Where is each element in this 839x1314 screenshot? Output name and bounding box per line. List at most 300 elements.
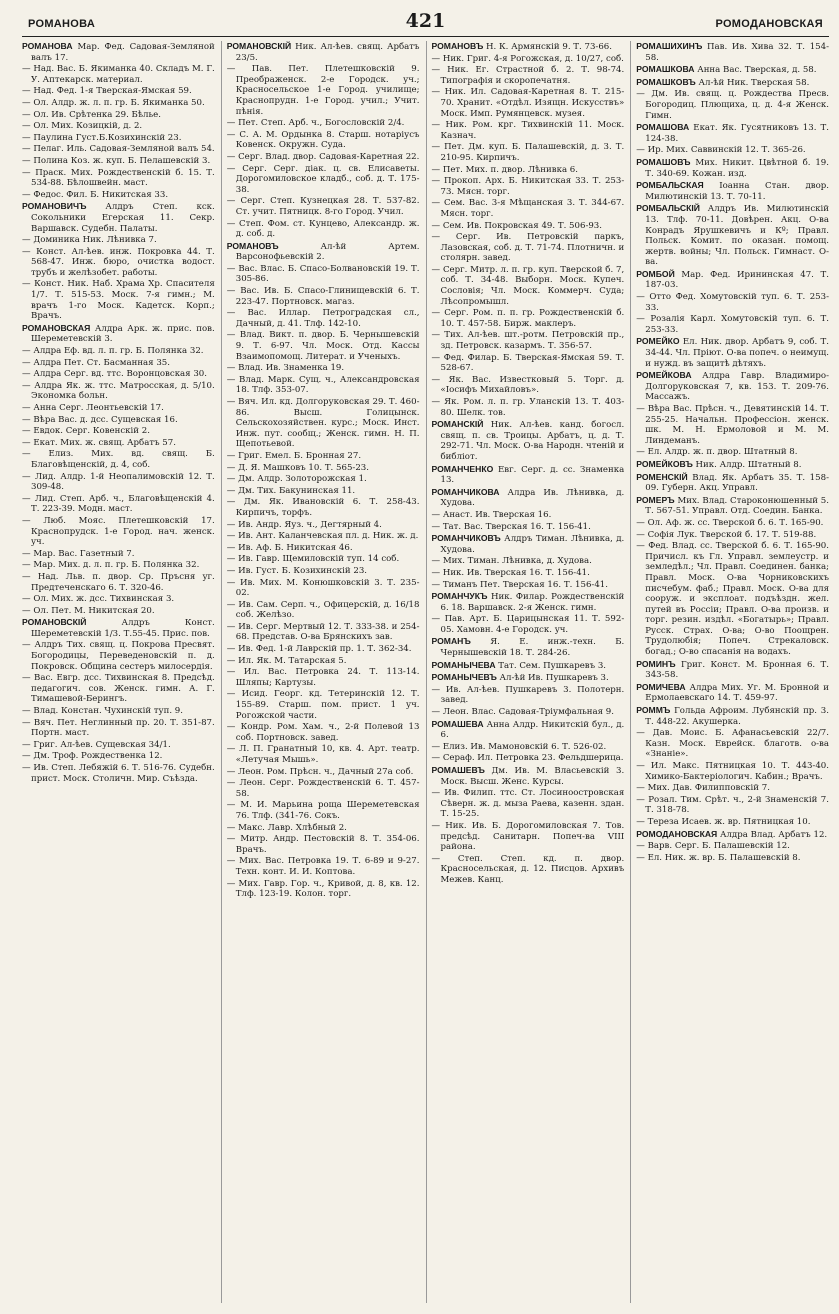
directory-entry xyxy=(432,419,625,462)
directory-entry xyxy=(22,64,215,85)
directory-entry xyxy=(227,566,420,577)
directory-entry xyxy=(432,742,625,753)
directory-entry xyxy=(227,834,420,855)
entry-text: — Степ. Степ. кд. п. двор. Красносельская, д. 12. Писцов. Архивъ Межев. Канц. xyxy=(431,853,625,885)
directory-entry xyxy=(22,572,215,593)
directory-entry xyxy=(432,375,625,396)
entry-text: Пав. Ив. Хива 32. Т. 154-58. xyxy=(645,42,829,63)
entry-surname: РОМАНЧИКОВЪ xyxy=(431,533,501,544)
entry-text: — Ник. Ив. Б. Дорогомиловская 7. Тов. предсѣд. Санитарн. Попеч-ва VIII района. xyxy=(431,820,625,853)
entry-text: — Пав. Пет. Плетешковскій 9. Преображенск. 2-е Городск. уч.; Красносельское 1-е Город. училище; Краснопрудн. 1-е Город. учил.; Учит. пѣнія. xyxy=(226,64,420,117)
entry-text: — Кондр. Ром. Хам. ч., 2-й Полевой 13 соб. Портновск. завед. xyxy=(226,722,420,743)
entry-text: — Исид. Георг. кд. Тетеринскій 12. Т. 155-89. Старш. пом. прист. 1 уч. Рогожской части. xyxy=(226,689,420,721)
directory-entry xyxy=(432,464,625,486)
directory-entry xyxy=(432,765,625,787)
entry-text: Алдра Арк. ж. прис. пов. Шереметевскій 3. xyxy=(31,323,215,345)
entry-text: — Вас. Иллар. Петроградская сл., Дачный, д. 41. Тлф. 142-10. xyxy=(226,308,420,329)
entry-text: — Григ. Емел. Б. Бронная 27. xyxy=(226,450,362,461)
directory-entry xyxy=(22,472,215,493)
entry-text: Ник. Ал-ѣев. канд. богосл. свящ. п. св. Троицы. Арбатъ, ц. д. Т. 292-71. Чл. Моск. О-ва Народн. чтеній и библіот. xyxy=(440,420,625,462)
directory-entry xyxy=(432,221,625,232)
directory-entry xyxy=(22,346,215,357)
directory-entry xyxy=(227,308,420,329)
entry-text: Влад. Як. Арбатъ 35. Т. 158-09. Губерн. Акц. Управл. xyxy=(645,472,829,494)
entry-text: — Митр. Андр. Пестовскій 8. Т. 354-06. Врачъ. xyxy=(226,834,420,855)
entry-text: Евг. Серг. д. сс. Знаменка 13. xyxy=(440,464,625,486)
entry-text: Алдра Мих. Уг. М. Бронной и Ермолаевскаго 14. Т. 459-97. xyxy=(645,682,829,704)
directory-entry xyxy=(22,98,215,109)
directory-entry xyxy=(636,292,829,313)
entry-text: — Ив. Гавр. Щемиловскій туп. 14 соб. xyxy=(226,554,400,565)
entry-text: — Мих. Тиман. Лѣнивка, д. Худова. xyxy=(431,556,592,567)
entry-text: Алдръ Конст. Шереметевскій 1/3. Т.55-45. Прис. пов. xyxy=(31,618,215,639)
directory-entry xyxy=(227,644,420,655)
column-1 xyxy=(22,41,215,1303)
directory-entry xyxy=(227,118,420,129)
directory-entry xyxy=(432,672,625,684)
entry-surname: РОММЪ xyxy=(636,705,671,716)
directory-entry xyxy=(432,533,625,555)
entry-text: — С. А. М. Ордынка 8. Старш. нотаріусъ Ковенск. Окружн. Суда. xyxy=(226,129,420,151)
directory-entry xyxy=(227,656,420,667)
directory-entry xyxy=(227,600,420,621)
entry-text: — Ол. Ив. Срѣтенка 29. Бѣлье. xyxy=(22,109,161,120)
directory-entry xyxy=(432,821,625,853)
directory-entry xyxy=(22,426,215,437)
entry-text: — Ол. Алдр. ж. л. п. гр. Б. Якиманка 50. xyxy=(22,97,205,108)
directory-entry xyxy=(227,497,420,518)
entry-text: — Тиманъ Пет. Тверская 16. Т. 156-41. xyxy=(431,579,609,590)
directory-entry xyxy=(636,459,829,471)
directory-entry xyxy=(636,659,829,681)
directory-entry xyxy=(22,86,215,97)
entry-text: — Ив. Фед. 1-й Лаврскій пр. 1. Т. 362-34. xyxy=(226,644,412,655)
entry-surname: РОМАНЧИКОВА xyxy=(431,486,500,497)
entry-surname: РОМАШОВЪ xyxy=(636,156,691,167)
entry-surname: РОМБАЛЬСКІЙ xyxy=(636,203,700,214)
directory-entry xyxy=(22,673,215,705)
entry-surname: РОМАНОВЪ xyxy=(226,240,279,251)
directory-entry xyxy=(636,829,829,841)
entry-text: Алдръ Тиман. Лѣнивка, д. Худова. xyxy=(440,534,625,555)
directory-entry xyxy=(22,144,215,155)
directory-entry xyxy=(227,722,420,743)
entry-text: — Л. П. Гранатный 10, кв. 4. Арт. театр. «Летучая Мышь». xyxy=(226,744,420,765)
directory-entry xyxy=(22,516,215,548)
entry-text: Алдра Ив. Лѣнивка, д. Худова. xyxy=(440,487,625,509)
entry-text: — Анна Серг. Леонтьевскій 17. xyxy=(22,403,164,413)
entry-text: — Над. Льв. п. двор. Ср. Пръсня уг. Предтеченскаго 6. Т. 320-46. xyxy=(22,571,215,593)
entry-text: — Полина Коз. ж. куп. Б. Пелашевскій 3. xyxy=(22,155,211,166)
entry-text: — Влад. Ив. Знаменка 19. xyxy=(226,363,345,374)
entry-text: — Пет. Дм. куп. Б. Палашевскій, д. 3. Т. 210-95. Кирпичъ. xyxy=(431,142,625,163)
entry-text: Тат. Сем. Пушкаревъ 3. xyxy=(495,660,607,671)
directory-entry xyxy=(636,447,829,458)
entry-text: — Розал. Тим. Срѣт. ч., 2-й Знаменскій 7. Т. 318-78. xyxy=(636,794,829,816)
entry-text: — Сераф. Ил. Петровка 23. Фельдшерица. xyxy=(431,753,624,764)
directory-entry xyxy=(22,494,215,515)
entry-text: Мих. Никит. Цвѣтной б. 19. Т. 340-69. Кожан. изд. xyxy=(645,157,829,179)
directory-entry xyxy=(227,578,420,599)
directory-entry xyxy=(432,568,625,579)
directory-entry xyxy=(636,180,829,202)
directory-entry xyxy=(22,606,215,617)
entry-text: — Пет. Степ. Арб. ч., Богословскій 2/4. xyxy=(226,118,405,129)
entry-text: Ник. Филар. Рождественскій 6. 18. Варшавск. 2-я Женск. гимн. xyxy=(440,592,625,613)
entry-text: Ел. Ник. двор. Арбатъ 9, соб. Т. 34-44. Чл. Пріют. О-ва попеч. о неимущ. и нужд. въ защитѣ дѣтяхъ. xyxy=(645,337,829,369)
directory-entry xyxy=(432,120,625,141)
entry-text: — Вѣра Вас. д. дсс. Сущевская 16. xyxy=(22,414,178,425)
directory-entry xyxy=(432,54,625,65)
directory-entry xyxy=(636,841,829,852)
entry-text: — Алдра Еф. вд. л. п. гр. Б. Полянка 32. xyxy=(22,346,204,357)
entry-text: — Ир. Мих. Саввинскій 12. Т. 365-26. xyxy=(636,145,806,156)
directory-entry xyxy=(227,486,420,497)
column-2 xyxy=(221,41,420,1303)
entry-text: — Екат. Мих. ж. свящ. Арбатъ 57. xyxy=(22,437,176,448)
entry-text: — Мар. Вас. Газетный 7. xyxy=(22,548,135,559)
directory-entry xyxy=(227,689,420,721)
entry-text: — Серг. Митр. л. п. гр. куп. Тверской б. 7, соб. Т. 34-48. Выборн. Моск. Купеч. Сословія; Чл. Моск. Коммерч. Суда; Лѣсопромышл. xyxy=(431,264,625,307)
column-4 xyxy=(630,41,829,1303)
directory-entry xyxy=(22,549,215,560)
entry-text: — Анаст. Ив. Тверская 16. xyxy=(431,509,552,520)
entry-text: — Серг. Степ. Кузнецкая 28. Т. 537-82. Ст. учит. Пятницк. 8-го Город. Учил. xyxy=(226,196,420,217)
entry-text: — Влад. Марк. Сущ. ч., Александровская 18. Тлф. 353-07. xyxy=(226,374,420,396)
entry-text: — Евдок. Серг. Ковенскій 2. xyxy=(22,426,150,437)
directory-entry xyxy=(432,707,625,718)
entry-text: Н. К. Армянскій 9. Т. 73-66. xyxy=(483,42,612,52)
entry-surname: РОМАНОВИЧЪ xyxy=(22,201,87,212)
directory-entry xyxy=(22,358,215,369)
entry-text: — Влад. Констан. Чухинскій туп. 9. xyxy=(22,706,184,717)
entry-text: — Елиз. Ив. Мамоновскій 6. Т. 526-02. xyxy=(431,741,607,752)
entry-text: — Доминика Ник. Лѣнивка 7. xyxy=(22,235,157,246)
entry-surname: РОМАШЕВА xyxy=(431,718,484,729)
entry-surname: РОМБАЛЬСКАЯ xyxy=(636,180,704,191)
entry-text: — Сем. Вас. 3-я Мѣщанская 3. Т. 344-67. Мясн. торг. xyxy=(431,198,625,219)
directory-entry xyxy=(636,269,829,291)
directory-entry xyxy=(636,795,829,816)
directory-entry xyxy=(636,761,829,782)
entry-text: — Ел. Ник. ж. вр. Б. Палашевскій 8. xyxy=(636,852,801,863)
entry-text: — Ив. Андр. Яуз. ч., Дегтярный 4. xyxy=(226,519,382,530)
directory-entry xyxy=(227,219,420,240)
entry-text: — Дм. Як. Ивановскій 6. Т. 258-43. Кирпичъ, торфъ. xyxy=(226,497,420,518)
entry-surname: РОМЕЙКО xyxy=(636,336,680,347)
entry-text: — Софія Лук. Тверской б. 17. Т. 519-88. xyxy=(636,529,817,540)
entry-text: — Серг. Ив. Петровскій паркъ, Лазовская, соб. д. Т. 71-74. Плотничн. и столярн. завед. xyxy=(431,232,625,264)
directory-entry xyxy=(227,64,420,117)
directory-entry xyxy=(22,110,215,121)
directory-entry xyxy=(22,403,215,414)
directory-entry xyxy=(636,314,829,335)
entry-text: — Лид. Степ. Арб. ч., Благовѣщенскій 4. Т. 223-39. Модн. маст. xyxy=(22,493,215,515)
directory-entry xyxy=(636,518,829,529)
directory-entry xyxy=(227,330,420,362)
entry-text: — Лид. Алдр. 1-й Неопалимовскій 12. Т. 309-48. xyxy=(22,471,215,493)
entry-text: — Отто Фед. Хомутовскій туп. 6. Т. 253-33. xyxy=(636,292,829,313)
entry-text: — Елиз. Мих. вд. свящ. Б. Благовѣщенскій, д. 4, соб. xyxy=(22,449,215,470)
entry-text: — Ив. Филип. ттс. Ст. Лосиноостровская Сѣверн. ж. д. мыза Раева, казенн. здан. Т. 15-25. xyxy=(431,788,625,820)
entry-text: — Ив. Аф. Б. Никитская 46. xyxy=(226,542,353,553)
entry-surname: РОМАШОВА xyxy=(636,122,690,133)
entry-text: — Леон. Серг. Рождественскій 6. Т. 457-58. xyxy=(226,778,420,799)
directory-entry xyxy=(227,800,420,821)
column-3 xyxy=(426,41,625,1303)
directory-entry xyxy=(636,145,829,156)
entry-text: Дм. Ив. М. Власьевскій 3. Моск. Высш. Женс. Курсы. xyxy=(440,766,625,787)
entry-text: Алдръ Степ. кск. Сокольники Егерская 11. Секр. Варшавск. Судебн. Палаты. xyxy=(31,202,215,234)
page-header xyxy=(22,8,829,37)
directory-entry xyxy=(432,854,625,886)
directory-entry xyxy=(22,718,215,739)
directory-entry xyxy=(227,474,420,485)
entry-surname: РОМИНЪ xyxy=(636,658,676,669)
directory-entry xyxy=(432,198,625,219)
entry-text: — Прокоп. Арх. Б. Никитская 33. Т. 253-73. Мясн. торг. xyxy=(431,176,625,197)
directory-entry xyxy=(227,451,420,462)
directory-entry xyxy=(227,531,420,542)
entry-text: — Тереза Исаев. ж. вр. Пятницкая 10. xyxy=(636,816,811,827)
directory-entry xyxy=(227,375,420,396)
entry-text: — Ник. Ив. Тверская 16. Т. 156-41. xyxy=(431,567,590,578)
page-number: 421 xyxy=(405,10,446,32)
entry-text: — Вѣра Вас. Прѣсн. ч., Девятинскій 14. Т. 255-25. Начальн. Профессіон. женск. шк. М. Н. Ермоловой и М. М. Линдеманъ. xyxy=(636,404,829,446)
directory-entry xyxy=(22,41,215,63)
entry-text: — Ник. Ил. Садовая-Каретная 8. Т. 215-70. Хранит. «Отдѣл. Изящн. Искусствъ» Моск. Имп. Румянцевск. музея. xyxy=(431,87,625,119)
directory-entry xyxy=(227,823,420,834)
directory-entry xyxy=(432,397,625,418)
directory-entry xyxy=(22,449,215,470)
directory-entry xyxy=(227,622,420,643)
directory-entry xyxy=(636,203,829,268)
entry-text: — Д. Я. Машковъ 10. Т. 565-23. xyxy=(226,462,369,473)
directory-entry xyxy=(432,685,625,706)
directory-entry xyxy=(227,130,420,151)
directory-entry xyxy=(636,817,829,828)
entry-text: — Люб. Мояс. Плетешковскій 17. Краснопрудск. 1-е Город. нач. женск. уч. xyxy=(22,515,215,548)
entry-text: — Ол. Аф. ж. сс. Тверской б. 6. Т. 165-90. xyxy=(636,517,824,528)
directory-entry xyxy=(432,165,625,176)
entry-text: Іоанна Стан. двор. Милютинскій 13. Т. 70-11. xyxy=(645,181,829,202)
entry-surname: РОМАШКОВА xyxy=(636,64,695,75)
entry-text: — Ник. Ром. крг. Тихвинскій 11. Моск. Казнач. xyxy=(431,120,625,141)
entry-text: — Ол. Мих. ж. дсс. Тихвинская 3. xyxy=(22,594,175,605)
entry-text: — Дм. Алдр. Золоторожская 1. xyxy=(226,474,367,485)
directory-entry xyxy=(22,369,215,380)
directory-entry xyxy=(22,594,215,605)
directory-entry xyxy=(432,556,625,567)
header-left-guide-word: РОМАНОВА xyxy=(28,18,96,30)
directory-entry xyxy=(22,438,215,449)
directory-entry xyxy=(636,530,829,541)
entry-surname: РОМАНОВЪ xyxy=(431,41,484,51)
entry-text: — Алдра Пет. Ст. Басманная 35. xyxy=(22,357,170,368)
directory-entry xyxy=(22,121,215,132)
entry-surname: РОМАНСКІЙ xyxy=(431,419,484,430)
directory-entry xyxy=(636,728,829,760)
entry-surname: РОМАНЧЕНКО xyxy=(431,463,494,474)
entry-text: Ал-ѣй Ив. Пушкаревъ 3. xyxy=(496,673,609,684)
entry-text: — Конст. Ник. Наб. Храма Хр. Спасителя 1/7. Т. 515-53. Моск. 7-я гимн.; М. врачъ 1-го Моск. Кадетск. Корп.; Врачъ. xyxy=(22,279,215,322)
entry-text: — Дм. Ив. свящ. ц. Рождества Пресв. Богородиц. Плющиха, ц. д. 4-я Женск. Гимн. xyxy=(636,89,829,121)
directory-entry xyxy=(432,65,625,86)
directory-entry xyxy=(432,636,625,658)
entry-text: Григ. Конст. М. Бронная 6. Т. 343-58. xyxy=(645,659,829,681)
directory-entry xyxy=(22,415,215,426)
entry-text: — Вас. Влас. Б. Спасо-Болвановскій 19. Т. 305-86. xyxy=(226,263,420,285)
entry-text: — Сем. Ив. Покровская 49. Т. 506-93. xyxy=(431,220,603,231)
entry-text: — Ив. Сам. Серп. ч., Офицерскій, д. 16/18 соб. Желѣзо. xyxy=(226,599,420,621)
directory-entry xyxy=(22,617,215,639)
directory-entry xyxy=(432,660,625,672)
entry-text: — Тих. Ал-ѣев. шт.-ротм. Петровскій пр., зд. Петровск. казармъ. Т. 356-57. xyxy=(431,330,625,352)
directory-entry xyxy=(432,591,625,613)
directory-entry xyxy=(227,879,420,900)
directory-entry xyxy=(636,370,829,403)
directory-entry xyxy=(636,157,829,179)
entry-surname: РОМАНОВСКІЙ xyxy=(226,41,292,51)
directory-entry xyxy=(227,778,420,799)
entry-surname: РОМЕРЪ xyxy=(636,494,675,505)
directory-entry xyxy=(227,520,420,531)
directory-entry xyxy=(22,706,215,717)
entry-text: Екат. Як. Гусятниковъ 13. Т. 124-38. xyxy=(645,123,829,144)
entry-text: — Фед. Влад. сс. Тверской б. 6. Т. 165-90. Причисл. къ Гл. Управл. землеустр. и земледѣл.; Чл. Правл. Соединен. банка; Правл. Моск. О-ва Чорниковскихъ писчебум. фаб.; Правл. Моск. О-ва для сооруж. и эксплоат. подъѣздн. жел. путей въ Россіи; Правл. О-ва произв. и торг. резин. издѣл. «Богатырь»; Правл. Русск. Страх. О-ва; О-во Поощрен. Трудолюбія; Попеч. Стрекаловск. богад.; О-во спасанія на водахъ. xyxy=(636,541,829,658)
header-right-guide-word: РОМОДАНОВСКАЯ xyxy=(715,18,823,30)
directory-entry xyxy=(22,156,215,167)
entry-text: — Серг. Серг. діак. ц. св. Елисаветы. Дорогомиловское кладб., соб. д. Т. 175-38. xyxy=(226,163,420,195)
directory-entry xyxy=(636,853,829,864)
directory-entry xyxy=(432,41,625,53)
entry-text: — Ол. Мих. Козицкій, д. 2. xyxy=(22,121,143,132)
directory-entry xyxy=(432,265,625,307)
entry-text: Я. Е. инж.-техн. Б. Чернышевскій 18. Т. 284-26. xyxy=(440,637,625,659)
directory-entry xyxy=(432,580,625,591)
entry-text: Алдра Гавр. Владимиро-Долгоруковская 7, кв. 153. Т. 209-76. Массажъ. xyxy=(645,371,829,403)
entry-text: — Леон. Ром. Прѣсн. ч., Дачный 27а соб. xyxy=(226,766,414,777)
entry-text: — Алдръ Тих. свящ. ц. Покрова Пресвят. Богородицы, Переведеновскій п. д. Покровск. Община сестеръ милосердія. xyxy=(22,640,215,672)
entry-text: Мар. Фед. Ирининская 47. Т. 187-03. xyxy=(645,269,829,291)
directory-entry xyxy=(636,495,829,517)
directory-entry xyxy=(432,510,625,521)
entry-text: Алдръ Ив. Милютинскій 13. Тлф. 70-11. Довѣрен. Акц. О-ва Конрадъ Ярушкевичъ и Кº; Правл. Польск. Комит. по оказан. помощ. жертв. войны; Чл. Польск. Гимнаст. О-ва. xyxy=(645,204,829,268)
directory-entry xyxy=(636,541,829,658)
directory-entry xyxy=(22,247,215,279)
entry-text: — Мар. Мих. д. л. п. гр. Б. Полянка 32. xyxy=(22,560,200,571)
entry-text: Мар. Фед. Садовая-Земляной валъ 17. xyxy=(31,42,215,63)
directory-entry xyxy=(22,168,215,189)
entry-text: Ник. Ал-ѣев. свящ. Арбатъ 23/5. xyxy=(235,42,420,63)
directory-entry xyxy=(227,264,420,285)
directory-entry xyxy=(432,142,625,163)
entry-text: — Як. Ром. л. п. гр. Уланскій 13. Т. 403-80. Шелк. тов. xyxy=(431,397,625,418)
entry-text: — Ив. Мих. М. Конюшковскій 3. Т. 235-02. xyxy=(226,577,420,599)
directory-entry xyxy=(636,336,829,369)
entry-text: — Розалія Карл. Хомутовскій туп. 6. Т. 253-33. xyxy=(636,314,829,335)
entry-text: — Конст. Ал-ѣев. инж. Покровка 44. Т. 568-47. Инж. бюро, очистка водост. трубъ и желѣзобет. работы. xyxy=(22,246,215,278)
entry-text: — Пет. Мих. п. двор. Лѣнивка 6. xyxy=(431,164,578,175)
entry-text: — Паулина Густ.Б.Козихинскій 23. xyxy=(22,132,182,143)
directory-entry xyxy=(22,381,215,402)
directory-entry xyxy=(432,330,625,351)
entry-text: — Алдра Серг. вд. ттс. Воронцовская 30. xyxy=(22,369,208,380)
entry-surname: РОМАНЫЧЕВЪ xyxy=(431,672,497,683)
directory-entry xyxy=(227,286,420,307)
entry-text: Ник. Алдр. Штатный 8. xyxy=(692,459,802,470)
directory-entry xyxy=(636,41,829,63)
entry-text: — Ив. Степ. Лебяжій 6. Т. 516-76. Судебн. прист. Моск. Столичн. Мир. Съѣзда. xyxy=(22,763,215,784)
directory-entry xyxy=(22,235,215,246)
entry-surname: РОМАШКОВЪ xyxy=(636,76,696,87)
directory-entry xyxy=(227,241,420,263)
entry-text: Анна Вас. Тверская, д. 58. xyxy=(694,65,817,76)
directory-entry xyxy=(227,543,420,554)
directory-entry xyxy=(432,753,625,764)
entry-text: Гольда Афроим. Лубянскій пр. 3. Т. 448-22. Акушерка. xyxy=(645,706,829,727)
entry-text: — Дм. Троф. Рождественка 12. xyxy=(22,751,163,762)
entry-text: — Федос. Фил. Б. Никитская 33. xyxy=(22,189,169,200)
entry-surname: РОМБОЙ xyxy=(636,268,675,279)
directory-entry xyxy=(227,767,420,778)
entry-surname: РОМИЧЕВА xyxy=(636,681,686,692)
entry-text: Ал-ѣй Ник. Тверская 58. xyxy=(695,77,810,88)
directory-entry xyxy=(22,323,215,345)
entry-text: — Дм. Тих. Бакунинская 11. xyxy=(226,485,356,496)
entry-text: — Ив. Ал-ѣев. Пушкаревъ 3. Полотерн. завед. xyxy=(431,684,625,706)
entry-text: — Ник. Григ. 4-я Рогожская, д. 10/27, соб. xyxy=(431,53,624,64)
directory-entry xyxy=(432,87,625,119)
directory-entry xyxy=(636,122,829,144)
directory-entry xyxy=(22,640,215,672)
entry-text: Алдра Влад. Арбатъ 12. xyxy=(717,829,828,840)
entry-text: — Праск. Мих. Рождественскій б. 15. Т. 534-88. Бѣлошвейн. маст. xyxy=(22,167,215,189)
entry-text: — Пав. Арт. Б. Царицынская 11. Т. 592-05. Хамовн. 4-е Городск. уч. xyxy=(431,614,625,635)
entry-text: — Вяч. Пет. Неглинный пр. 20. Т. 351-87. Портн. маст. xyxy=(22,717,215,739)
entry-text: — Тат. Вас. Тверская 16. Т. 156-41. xyxy=(431,521,591,532)
entry-text: Анна Алдр. Никитскій бул., д. 6. xyxy=(440,719,625,741)
directory-entry xyxy=(22,133,215,144)
directory-entry xyxy=(636,783,829,794)
entry-surname: РОМАНЪ xyxy=(431,636,471,647)
directory-entry xyxy=(432,487,625,509)
directory-entry xyxy=(227,397,420,450)
directory-entry xyxy=(636,89,829,121)
entry-text: — Ив. Густ. Б. Козихинскій 23. xyxy=(226,565,368,576)
entry-text: — Ил. Макс. Пятницкая 10. Т. 443-40. Химико-Бактеріологич. Кабин.; Врачъ. xyxy=(636,761,829,782)
entry-text: — Вас. Евгр. дсс. Тихвинская 8. Предсѣд. педагогич. сов. Женск. гимн. А. Г. Тимашевой-Берингъ. xyxy=(22,673,215,705)
directory-entry xyxy=(432,522,625,533)
directory-entry xyxy=(636,64,829,76)
entry-text: — Над. Фед. 1-я Тверская-Ямская 59. xyxy=(22,86,192,97)
directory-entry xyxy=(227,744,420,765)
entry-surname: РОМАНЧУКЪ xyxy=(431,591,488,602)
directory-entry xyxy=(22,201,215,234)
entry-text: — Фед. Филар. Б. Тверская-Ямская 59. Т. 528-67. xyxy=(431,352,625,374)
entry-surname: РОМАНОВСКІЙ xyxy=(22,617,87,628)
entry-text: — Ив. Ант. Каланчевская пл. д. Ник. ж. д. xyxy=(226,531,419,542)
entry-surname: РОМОДАНОВСКАЯ xyxy=(636,828,718,839)
directory-entry xyxy=(227,152,420,163)
entry-text: — Як. Вас. Известковый 5. Торг. д. «Іосифъ Михайловъ». xyxy=(431,374,625,396)
entry-text: — Пелаг. Иль. Садовая-Земляной валъ 54. xyxy=(22,144,215,155)
directory-entry xyxy=(227,856,420,877)
entry-text: — Ил. Вас. Петровка 24. Т. 113-14. Шляпы; Картузы. xyxy=(226,667,420,688)
directory-entry xyxy=(432,614,625,635)
entry-text: — Ник. Ег. Страстной б. 2. Т. 98-74. Типографія и скоропечатня. xyxy=(431,65,625,86)
directory-entry xyxy=(636,404,829,446)
